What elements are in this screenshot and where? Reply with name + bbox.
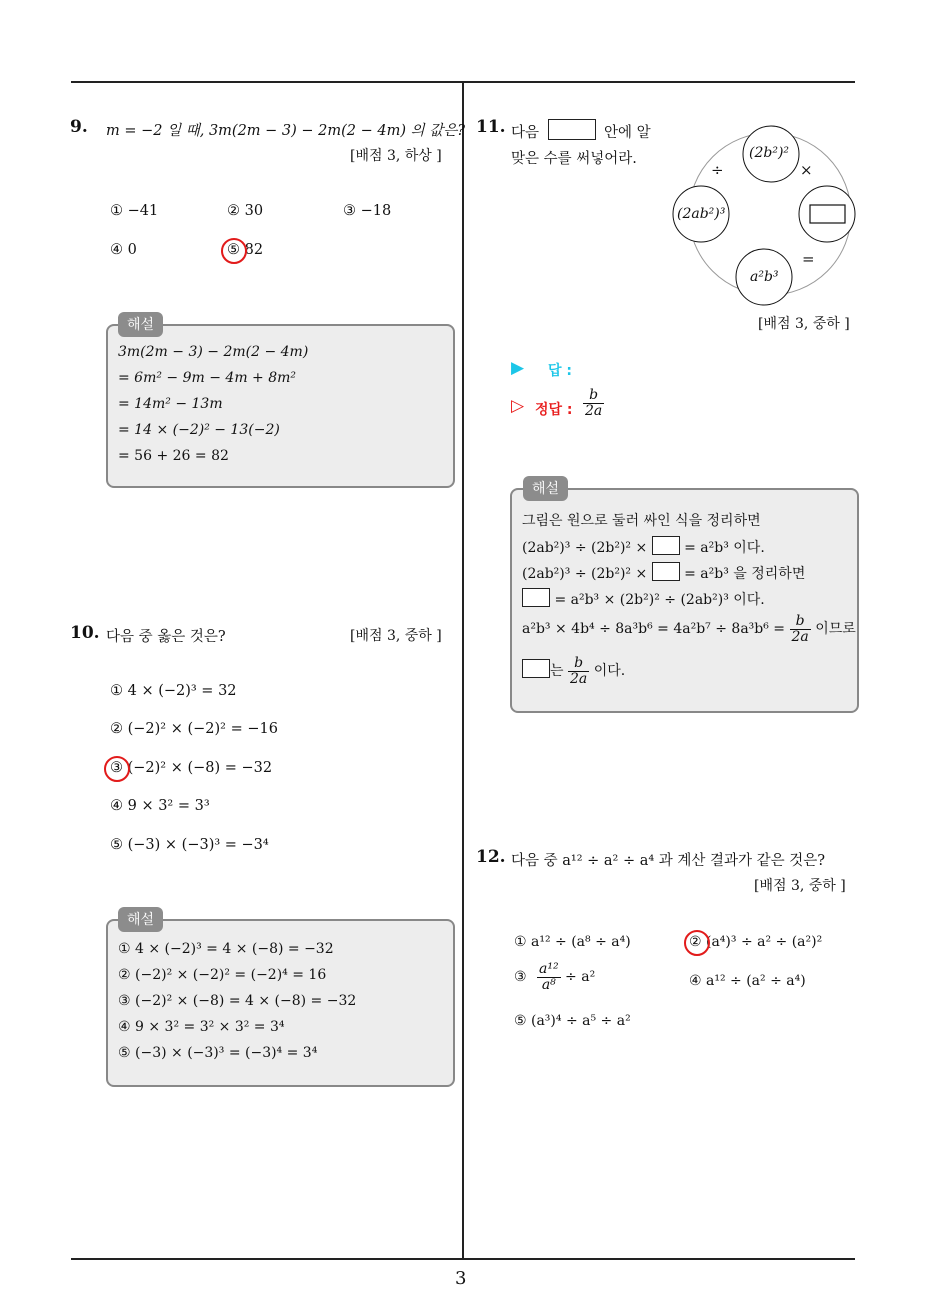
question-text: m = −2 일 때, 3m(2m − 3) − 2m(2 − 4m) 의 값은? (106, 123, 466, 139)
solution-line (522, 536, 765, 557)
equals-operator: = (802, 250, 815, 268)
answer-circle-mark (104, 756, 130, 782)
solution-text: 는 (550, 663, 564, 680)
solution-line: = 6m² − 9m − 4m + 8m² (118, 370, 297, 386)
choice-4[interactable]: ④ 9 × 3² = 3³ (110, 798, 210, 814)
fraction-denominator: a⁸ (541, 976, 556, 993)
correct-answer (583, 388, 604, 418)
blank-box (522, 659, 550, 678)
choice-4[interactable]: ④ a¹² ÷ (a² ÷ a⁴) (689, 973, 806, 989)
answer-circle-mark (221, 238, 247, 264)
fraction-denominator: 2a (569, 670, 588, 687)
choice-3[interactable]: ③ (−2)² × (−8) = −32 (110, 760, 273, 776)
blank-box (810, 205, 845, 223)
solution-line: ③ (−2)² × (−8) = 4 × (−8) = −32 (118, 993, 357, 1009)
fraction-numerator: b (790, 614, 811, 630)
choice-4[interactable]: ④ 0 (110, 242, 137, 258)
times-operator: × (800, 161, 813, 179)
solution-line: ① 4 × (−2)³ = 4 × (−8) = −32 (118, 941, 334, 957)
choice-2[interactable]: ② 30 (227, 203, 264, 219)
solution-line (522, 562, 805, 583)
fraction-denominator: 2a (791, 628, 809, 645)
solution-line: ⑤ (−3) × (−3)³ = (−3)⁴ = 3⁴ (118, 1045, 318, 1061)
answer-label: 답 : (548, 363, 572, 379)
solution-line: 그림은 원으로 둘러 싸인 식을 정리하면 (522, 513, 761, 529)
solution-tag: 해설 (118, 907, 163, 932)
solution-text: 이므로 (815, 621, 856, 638)
solution-line (522, 588, 765, 609)
question-number: 11. (476, 117, 506, 137)
divide-operator: ÷ (711, 161, 724, 179)
choice-marker: ③ (514, 969, 527, 986)
solution-tag: 해설 (523, 476, 568, 501)
correct-label: 정답 : (535, 402, 573, 418)
score-mark: [배점 3, 중하 ] (754, 878, 846, 894)
score-mark: [배점 3, 중하 ] (758, 316, 850, 332)
score-mark: [배점 3, 중하 ] (350, 628, 442, 644)
solution-text: a²b³ × 4b⁴ ÷ 8a³b⁶ = 4a²b⁷ ÷ 8a³b⁶ = (522, 621, 786, 638)
top-circle-label: (2b²)² (749, 145, 790, 161)
choice-3[interactable]: ③ −18 (343, 203, 392, 219)
choice-1[interactable]: ① −41 (110, 203, 159, 219)
fraction-numerator: b (568, 656, 589, 672)
solution-text: 이다. (593, 663, 626, 680)
column-divider (462, 81, 464, 1259)
choice-2[interactable]: ② (a⁴)³ ÷ a² ÷ (a²)² (689, 934, 823, 950)
question-text: 다음 중 a¹² ÷ a² ÷ a⁴ 과 계산 결과가 같은 것은? (511, 853, 826, 869)
solution-text: = a²b³ 이다. (684, 540, 765, 556)
answer-arrow-icon: ▶ (511, 358, 525, 378)
choice-1[interactable]: ① 4 × (−2)³ = 32 (110, 683, 237, 699)
score-mark: [배점 3, 하상 ] (350, 148, 442, 164)
solution-text: (2ab²)³ ÷ (2b²)² × (522, 566, 648, 582)
solution-line: 3m(2m − 3) − 2m(2 − 4m) (118, 344, 309, 360)
fraction-denominator: 2a (585, 402, 603, 419)
bottom-rule (71, 1258, 855, 1260)
choice-5[interactable]: ⑤ 82 (227, 242, 264, 258)
solution-line (522, 656, 625, 686)
question-text-start: 다음 (511, 125, 540, 141)
solution-text: = a²b³ 을 정리하면 (684, 566, 806, 582)
solution-text: (2ab²)³ ÷ (2b²)² × (522, 540, 648, 556)
blank-box (522, 588, 550, 607)
solution-tag: 해설 (118, 312, 163, 337)
choice-rest: ÷ a² (565, 969, 596, 986)
choice-5[interactable]: ⑤ (−3) × (−3)³ = −3⁴ (110, 837, 269, 853)
question-number: 9. (70, 117, 88, 137)
solution-line: ④ 9 × 3² = 3² × 3² = 3⁴ (118, 1019, 285, 1035)
blank-box (652, 562, 680, 581)
question-text-line2: 맞은 수를 써넣어라. (511, 151, 637, 167)
solution-line: = 14 × (−2)² − 13(−2) (118, 422, 280, 438)
choice-5[interactable]: ⑤ (a³)⁴ ÷ a⁵ ÷ a² (514, 1013, 631, 1029)
question-number: 12. (476, 847, 506, 867)
page-number: 3 (455, 1268, 467, 1289)
choice-3[interactable] (514, 962, 595, 992)
choice-1[interactable]: ① a¹² ÷ (a⁸ ÷ a⁴) (514, 934, 631, 950)
blank-box (548, 119, 596, 140)
correct-arrow-icon: ▷ (511, 396, 525, 416)
left-circle-label: (2ab²)³ (677, 206, 726, 222)
bottom-circle-label: a²b³ (750, 269, 779, 285)
solution-line (522, 614, 856, 644)
question-number: 10. (70, 623, 100, 643)
solution-text: = a²b³ × (2b²)² ÷ (2ab²)³ 이다. (554, 592, 765, 608)
choice-2[interactable]: ② (−2)² × (−2)² = −16 (110, 721, 278, 737)
blank-box (652, 536, 680, 555)
fraction-numerator: b (583, 388, 604, 404)
question-text: 다음 중 옳은 것은? (106, 629, 226, 645)
fraction-numerator: a¹² (539, 961, 559, 977)
question-text-end: 안에 알 (604, 125, 651, 141)
solution-line: = 14m² − 13m (118, 396, 223, 412)
solution-line: = 56 + 26 = 82 (118, 448, 229, 464)
solution-line: ② (−2)² × (−2)² = (−2)⁴ = 16 (118, 967, 327, 983)
answer-circle-mark (684, 930, 710, 956)
